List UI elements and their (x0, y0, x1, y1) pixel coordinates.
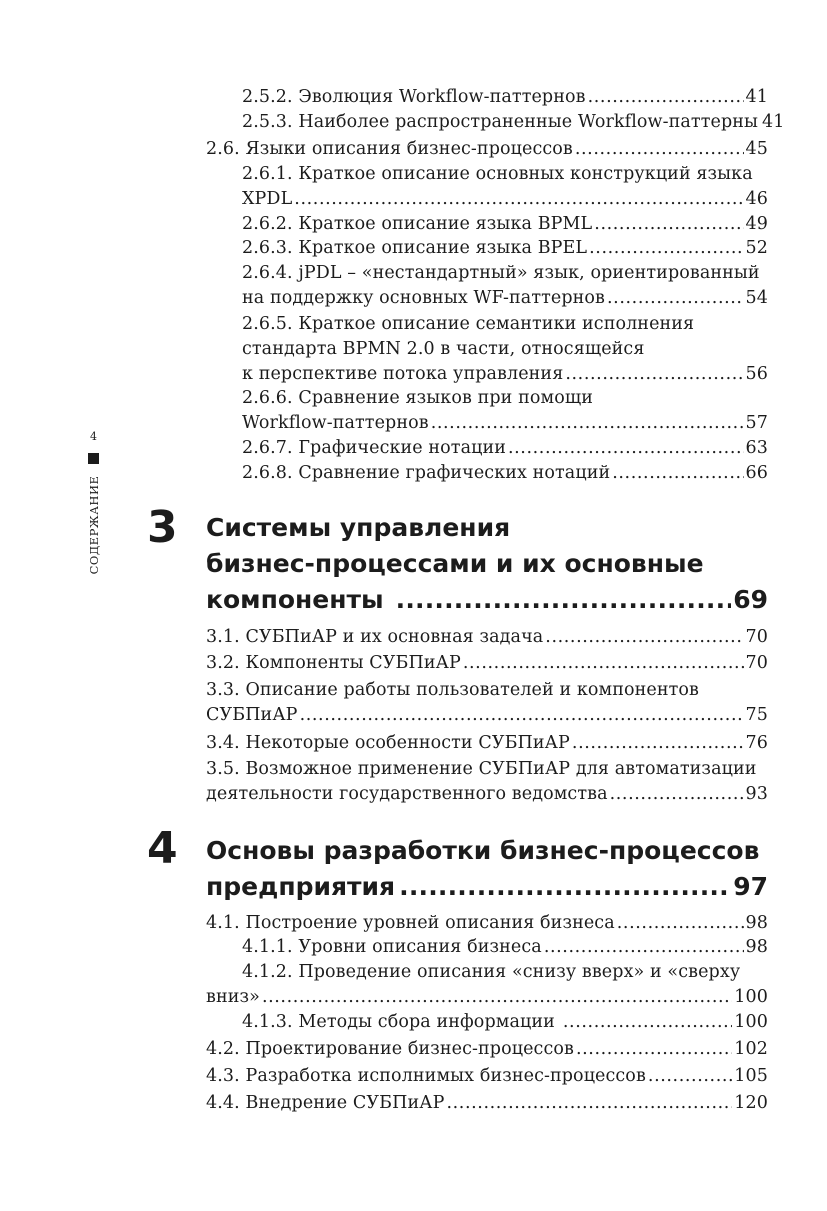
toc-entry-4-1[interactable]: 4.1. Построение уровней описания бизнеса ..... 98 (206, 911, 768, 936)
toc-entry-3-3[interactable]: 3.3. Описание работы пользователей и компонентов СУБПиАР ..... 75 (206, 678, 768, 728)
toc-entry-4-4[interactable]: 4.4. Внедрение СУБПиАР ..... 120 (206, 1091, 768, 1116)
toc-entry-2-6-8[interactable]: 2.6.8. Сравнение графических нотаций ..... 66 (242, 461, 768, 486)
toc-entry-3-2[interactable]: 3.2. Компоненты СУБПиАР ..... 70 (206, 651, 768, 676)
running-title: СОДЕРЖАНИЕ (87, 475, 101, 575)
toc-entry-2-6-3[interactable]: 2.6.3. Краткое описание языка BPEL ..... 52 (242, 236, 768, 261)
sidebar (80, 420, 110, 580)
toc-entry-2-6-7[interactable]: 2.6.7. Графические нотации ..... 63 (242, 436, 768, 461)
square-marker-icon (88, 453, 99, 464)
toc-entry-2-6-4[interactable]: 2.6.4. jPDL – «нестандартный» язык, ориентированный на поддержку основных WF-паттернов ..... 54 (242, 261, 768, 311)
toc-entry-4-2[interactable]: 4.2. Проектирование бизнес-процессов ..... 102 (206, 1037, 768, 1062)
toc-entry-2-6-1[interactable]: 2.6.1. Краткое описание основных конструкций языка XPDL ..... 46 (242, 162, 768, 212)
chapter-4-number: 4 (147, 823, 178, 874)
toc-entry-3-5[interactable]: 3.5. Возможное применение СУБПиАР для автоматизации деятельности государственного ведомства ..... 93 (206, 757, 768, 807)
toc-entry-2-6[interactable]: 2.6. Языки описания бизнес-процессов ..... 45 (206, 137, 768, 162)
toc-entry-2-6-2[interactable]: 2.6.2. Краткое описание языка BPML ..... 49 (242, 212, 768, 237)
chapter-3-title[interactable]: Системы управления бизнес-процессами и их основные компоненты ..... 69 (206, 510, 768, 618)
toc-entry-2-5-2[interactable]: 2.5.2. Эволюция Workflow-паттернов ..... 41 (242, 85, 768, 110)
toc-entry-2-6-5[interactable]: 2.6.5. Краткое описание семантики исполнения стандарта BPMN 2.0 в части, относящейся к перспективе потока управления ..... 56 (242, 312, 768, 387)
chapter-3-number: 3 (147, 502, 178, 553)
toc-entry-4-1-3[interactable]: 4.1.3. Методы сбора информации ..... 100 (242, 1010, 768, 1035)
chapter-4-title[interactable]: Основы разработки бизнес-процессов предприятия ..... 97 (206, 833, 768, 905)
toc-entry-4-3[interactable]: 4.3. Разработка исполнимых бизнес-процессов ..... 105 (206, 1064, 768, 1089)
toc-entry-2-5-3[interactable]: 2.5.3. Наиболее распространенные Workflow-паттерны 41 (242, 112, 785, 132)
page-number: 4 (90, 430, 97, 443)
toc-entry-3-4[interactable]: 3.4. Некоторые особенности СУБПиАР ..... 76 (206, 731, 768, 756)
toc-entry-3-1[interactable]: 3.1. СУБПиАР и их основная задача ..... 70 (206, 625, 768, 650)
toc-entry-2-6-6[interactable]: 2.6.6. Сравнение языков при помощи Workflow-паттернов ..... 57 (242, 386, 768, 436)
toc-entry-4-1-2[interactable]: 4.1.2. Проведение описания «снизу вверх» и «сверху вниз» ..... 100 (242, 960, 768, 1010)
toc-entry-4-1-1[interactable]: 4.1.1. Уровни описания бизнеса ..... 98 (242, 935, 768, 960)
